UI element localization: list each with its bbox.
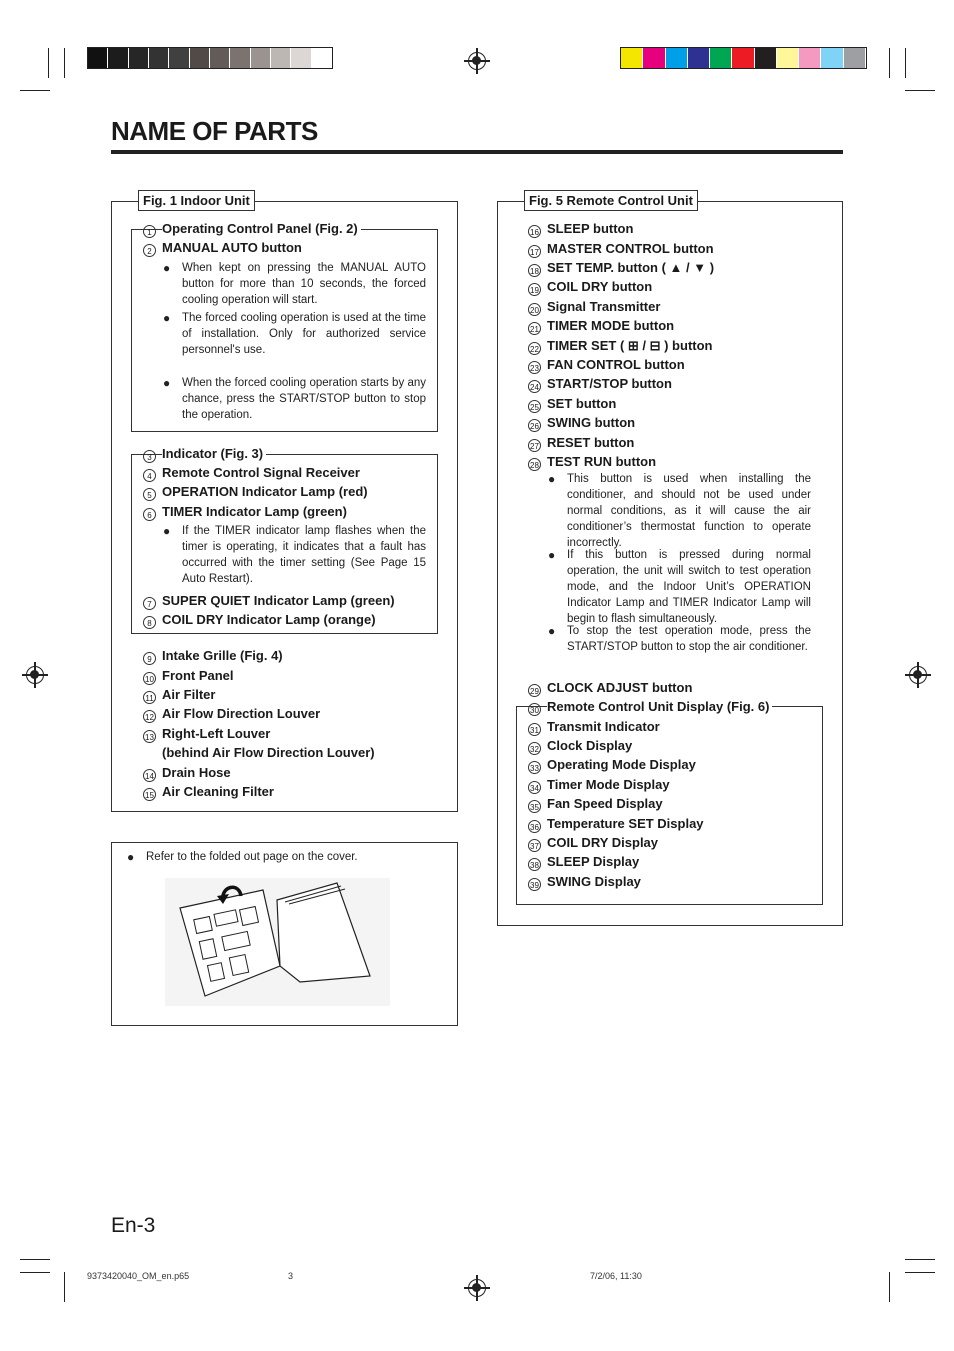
test-run-note: ● This button is used when installing the conditioner, and should not be used under normal conditions, as it will cause the air conditioner’s thermostat function to operate incorrectly. (567, 471, 811, 551)
color-swatch (755, 48, 777, 68)
fig5-item (528, 757, 699, 774)
item-number-badge: 38 (528, 858, 541, 871)
fig5-item (528, 796, 666, 813)
color-swatch (688, 48, 710, 68)
item-label: Air Flow Direction Louver (162, 706, 323, 721)
crop-mark (48, 48, 49, 78)
fig5-item (528, 299, 663, 316)
fig1-item (143, 446, 266, 463)
item-number-badge: 24 (528, 380, 541, 393)
item-label: Temperature SET Display (547, 816, 707, 831)
item-label: COIL DRY Indicator Lamp (orange) (162, 612, 379, 627)
item-number-badge: 16 (528, 225, 541, 238)
item-label: Signal Transmitter (547, 299, 663, 314)
item-label: FAN CONTROL button (547, 357, 688, 372)
fig1-item (143, 593, 398, 610)
item-number-badge: 20 (528, 303, 541, 316)
item-number-badge: 11 (143, 691, 156, 704)
gray-swatch (129, 48, 149, 68)
color-swatch (710, 48, 732, 68)
item-label: OPERATION Indicator Lamp (red) (162, 484, 371, 499)
fig1-item (143, 784, 277, 801)
item-label: Clock Display (547, 738, 635, 753)
grayscale-bar (87, 47, 333, 69)
gray-swatch (210, 48, 230, 68)
item-label: Remote Control Signal Receiver (162, 465, 363, 480)
item-label: Remote Control Unit Display (Fig. 6) (547, 699, 772, 714)
fig5-item (528, 854, 642, 871)
gray-swatch (291, 48, 311, 68)
fig5-item (528, 376, 675, 393)
item-number-badge: 33 (528, 761, 541, 774)
fig1-item (143, 221, 361, 238)
item-label: START/STOP button (547, 376, 675, 391)
fig5-item (528, 835, 661, 852)
item-label: TIMER SET ( ⊞ / ⊟ ) button (547, 338, 715, 353)
fig5-item (528, 338, 715, 355)
page-number: En-3 (111, 1214, 156, 1237)
item-label: TIMER MODE button (547, 318, 677, 333)
item-number-badge: 36 (528, 820, 541, 833)
fig1-item (143, 706, 323, 723)
fig5-item (528, 221, 636, 238)
registration-mark-icon (468, 1279, 486, 1297)
fig5-item (528, 318, 677, 335)
crop-mark (889, 1272, 890, 1302)
item-label: Air Filter (162, 687, 218, 702)
item-label: Intake Grille (Fig. 4) (162, 648, 286, 663)
item-label: COIL DRY button (547, 279, 655, 294)
item-number-badge: 14 (143, 769, 156, 782)
test-run-note: ● To stop the test operation mode, press the START/STOP button to stop the air conditioner. (567, 623, 811, 655)
footer-filename: 9373420040_OM_en.p65 (87, 1271, 190, 1281)
item-number-badge: 13 (143, 730, 156, 743)
item-number-badge: 32 (528, 742, 541, 755)
fold-note: ● Refer to the folded out page on the cover. (146, 849, 436, 865)
item-label: MANUAL AUTO button (162, 240, 305, 255)
color-swatch (732, 48, 754, 68)
fig1-item (143, 465, 363, 482)
item-label: Transmit Indicator (547, 719, 663, 734)
item-number-badge: 1 (143, 225, 156, 238)
item-number-badge: 21 (528, 322, 541, 335)
fig5-item (528, 279, 655, 296)
gray-swatch (271, 48, 291, 68)
item-number-badge: 35 (528, 800, 541, 813)
item-number-badge: 22 (528, 342, 541, 355)
item-number-badge: 23 (528, 361, 541, 374)
fig1-caption: Fig. 1 Indoor Unit (138, 190, 255, 211)
crop-mark (889, 48, 890, 78)
item-label: Right-Left Louver (162, 726, 273, 741)
item-number-badge: 25 (528, 400, 541, 413)
fig1-item (143, 687, 218, 704)
fig5-item (528, 738, 635, 755)
gray-swatch (169, 48, 189, 68)
color-swatch (777, 48, 799, 68)
folded-manual-illustration (165, 878, 390, 1006)
registration-mark-icon (26, 666, 44, 684)
fig5-item (528, 357, 688, 374)
fig5-item (528, 396, 619, 413)
item-label: CLOCK ADJUST button (547, 680, 695, 695)
item-number-badge: 26 (528, 419, 541, 432)
item-number-badge: 12 (143, 710, 156, 723)
registration-mark-icon (909, 666, 927, 684)
fig5-item (528, 816, 707, 833)
gray-swatch (230, 48, 250, 68)
item-label: Air Cleaning Filter (162, 784, 277, 799)
gray-swatch (251, 48, 271, 68)
fig5-item (528, 260, 717, 277)
fig1-item (143, 765, 234, 782)
item-label: Operating Mode Display (547, 757, 699, 772)
gray-swatch (312, 48, 332, 68)
manual-note: ● When the forced cooling operation starts by any chance, press the START/STOP button to stop the operation. (182, 375, 426, 423)
crop-mark (20, 1272, 50, 1273)
crop-mark (64, 48, 65, 78)
item-number-badge: 30 (528, 703, 541, 716)
color-swatch (666, 48, 688, 68)
item-label: SLEEP button (547, 221, 636, 236)
item-number-badge: 19 (528, 283, 541, 296)
item-label: COIL DRY Display (547, 835, 661, 850)
item-number-badge: 9 (143, 652, 156, 665)
item-number-badge: 29 (528, 684, 541, 697)
item-number-badge: 17 (528, 245, 541, 258)
item-label: (behind Air Flow Direction Louver) (162, 745, 378, 760)
footer-datetime: 7/2/06, 11:30 (590, 1271, 642, 1281)
crop-mark (905, 1259, 935, 1260)
gray-swatch (190, 48, 210, 68)
registration-mark-icon (468, 52, 486, 70)
fig5-item (528, 454, 659, 471)
item-number-badge: 4 (143, 469, 156, 482)
crop-mark (20, 1259, 50, 1260)
fig5-item (528, 719, 663, 736)
item-label: SET TEMP. button ( ▲ / ▼ ) (547, 260, 717, 275)
item-number-badge: 10 (143, 672, 156, 685)
item-number-badge: 5 (143, 488, 156, 501)
color-swatch (844, 48, 866, 68)
item-label: SUPER QUIET Indicator Lamp (green) (162, 593, 398, 608)
footer-sheet: 3 (288, 1271, 294, 1281)
fig5-item (528, 680, 695, 697)
item-number-badge: 8 (143, 616, 156, 629)
item-number-badge: 37 (528, 839, 541, 852)
manual-note: ● When kept on pressing the MANUAL AUTO button for more than 10 seconds, the forced cooling operation will start. (182, 260, 426, 308)
item-label: SWING button (547, 415, 638, 430)
fig5-item (528, 435, 637, 452)
test-run-note: ● If this button is pressed during normal operation, the unit will switch to test operation mode, and the Indoor Unit’s OPERATION Indicator Lamp and TIMER Indicator Lamp will begin to flash simultaneously. (567, 547, 811, 627)
manual-note: ● The forced cooling operation is used at the time of installation. Only for authorized service personnel's use. (182, 310, 426, 358)
timer-note: ● If the TIMER indicator lamp flashes when the timer is operating, it indicates that a fault has occurred with the timer setting (See Page 15 Auto Restart). (182, 523, 426, 587)
item-number-badge: 2 (143, 244, 156, 257)
page-title: NAME OF PARTS (111, 116, 318, 146)
gray-swatch (149, 48, 169, 68)
fig1-item (143, 668, 237, 685)
item-number-badge: 7 (143, 597, 156, 610)
item-label: RESET button (547, 435, 637, 450)
item-number-badge: 27 (528, 439, 541, 452)
item-label: Front Panel (162, 668, 237, 683)
item-label: SLEEP Display (547, 854, 642, 869)
fig5-item (528, 699, 772, 716)
fig5-caption: Fig. 5 Remote Control Unit (524, 190, 698, 211)
item-number-badge: 15 (143, 788, 156, 801)
crop-mark (905, 48, 906, 78)
item-number-badge: 31 (528, 723, 541, 736)
crop-mark (905, 90, 935, 91)
item-label: SWING Display (547, 874, 644, 889)
gray-swatch (88, 48, 108, 68)
item-label: MASTER CONTROL button (547, 241, 717, 256)
fig1-item (143, 726, 273, 743)
color-bar (620, 47, 867, 69)
fig1-item (143, 504, 350, 521)
item-number-badge: 6 (143, 508, 156, 521)
item-label: Fan Speed Display (547, 796, 666, 811)
fig1-item (143, 612, 379, 629)
item-label: Drain Hose (162, 765, 234, 780)
item-label: SET button (547, 396, 619, 411)
crop-mark (905, 1272, 935, 1273)
item-label: Timer Mode Display (547, 777, 673, 792)
fig5-item (528, 415, 638, 432)
item-number-badge: 18 (528, 264, 541, 277)
crop-mark (20, 90, 50, 91)
item-number-badge: 28 (528, 458, 541, 471)
item-number-badge: 3 (143, 450, 156, 463)
color-swatch (821, 48, 843, 68)
item-number-badge: 34 (528, 781, 541, 794)
fig1-item (143, 240, 305, 257)
title-rule (111, 150, 843, 154)
color-swatch (643, 48, 665, 68)
color-swatch (799, 48, 821, 68)
crop-mark (64, 1272, 65, 1302)
item-label: Operating Control Panel (Fig. 2) (162, 221, 361, 236)
fig1-item (143, 648, 286, 665)
item-label: Indicator (Fig. 3) (162, 446, 266, 461)
fig1-item (143, 745, 378, 760)
item-number-badge: 39 (528, 878, 541, 891)
item-label: TEST RUN button (547, 454, 659, 469)
item-label: TIMER Indicator Lamp (green) (162, 504, 350, 519)
fig5-item (528, 241, 717, 258)
fig5-item (528, 874, 644, 891)
fig1-item (143, 484, 371, 501)
color-swatch (621, 48, 643, 68)
gray-swatch (108, 48, 128, 68)
fig5-item (528, 777, 673, 794)
